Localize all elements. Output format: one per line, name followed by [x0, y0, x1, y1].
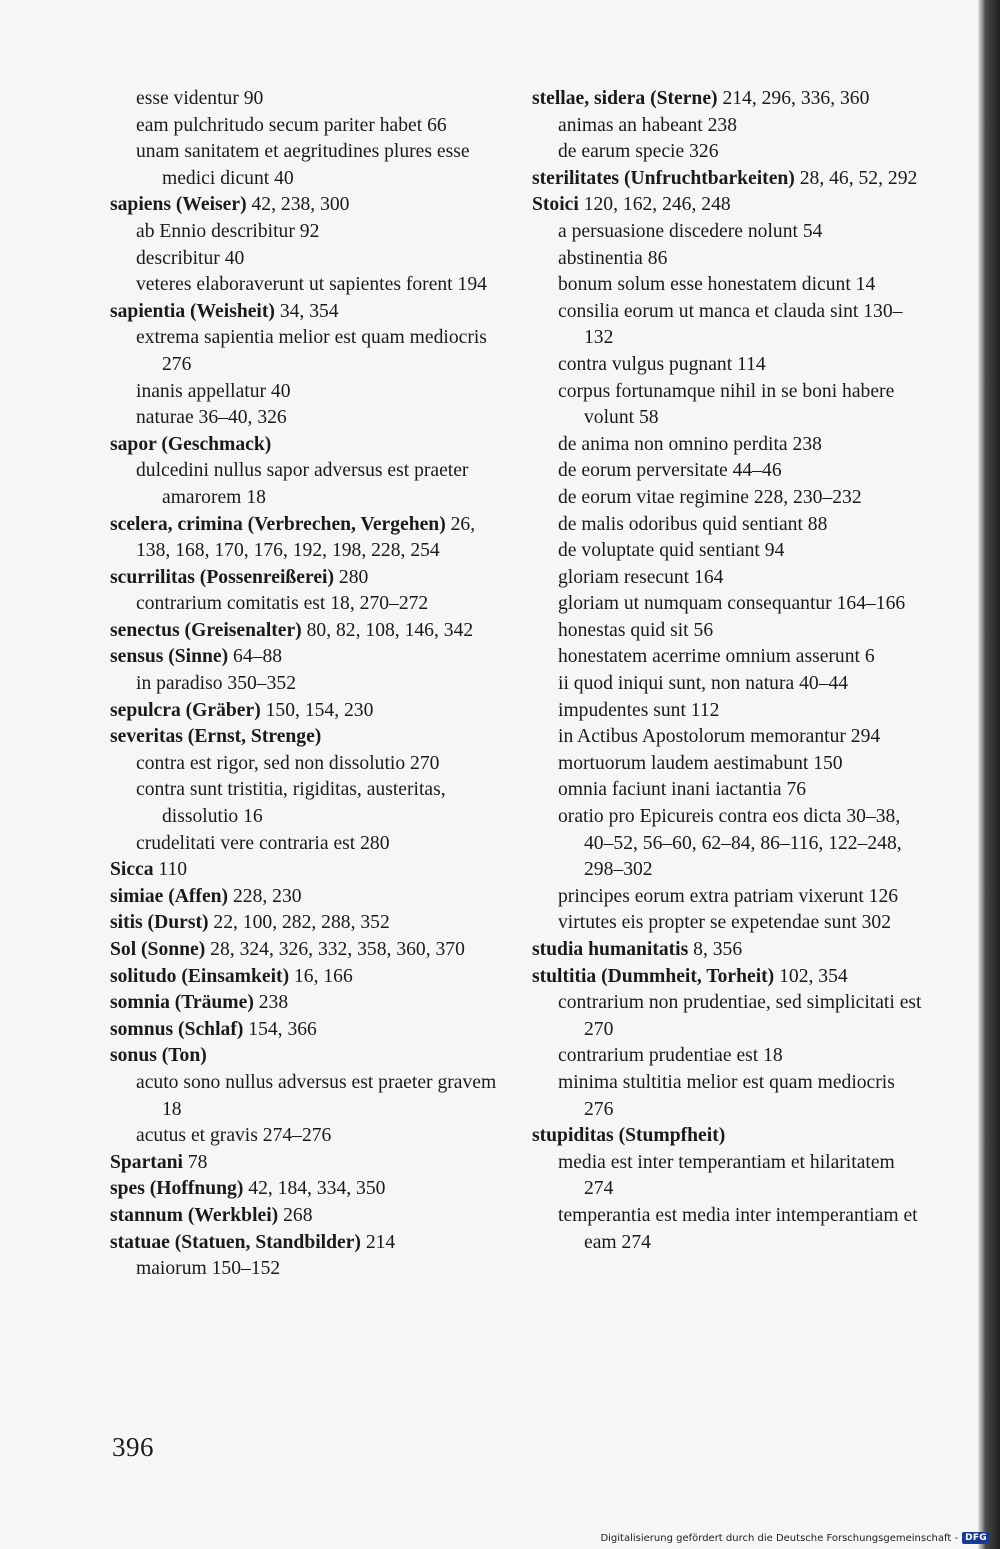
- index-subentry: [532, 804, 922, 884]
- index-text: 228, 230: [228, 885, 302, 907]
- index-text: in paradiso 350–352: [136, 673, 296, 695]
- index-subentry: [532, 1150, 922, 1203]
- index-subentry: [532, 538, 922, 565]
- index-text: eam pulchritudo secum pariter habet 66: [136, 114, 447, 136]
- index-subentry: [532, 139, 922, 166]
- dfg-logo: DFG: [962, 1532, 990, 1544]
- index-subentry: [532, 272, 922, 299]
- index-entry: [110, 644, 502, 671]
- index-entry: [110, 910, 502, 937]
- index-subentry: [532, 512, 922, 539]
- index-entry: [110, 937, 502, 964]
- index-headword: studia humanitatis: [532, 939, 689, 960]
- index-headword: Sol (Sonne): [110, 939, 206, 960]
- index-column-left: [110, 86, 502, 1283]
- index-subentry: [532, 618, 922, 645]
- index-entry: [110, 1043, 502, 1070]
- index-entry: [532, 937, 922, 964]
- index-subentry: [110, 777, 502, 830]
- index-entry: [532, 964, 922, 991]
- index-text: corpus fortunamque nihil in se boni habere volunt 58: [558, 380, 895, 429]
- index-entry: [110, 990, 502, 1017]
- index-entry: [110, 857, 502, 884]
- index-headword: solitudo (Einsamkeit): [110, 965, 290, 987]
- index-text: consilia eorum ut manca et clauda sint 130–132: [558, 300, 903, 349]
- index-text: media est inter temperantiam et hilaritatem 274: [558, 1151, 895, 1200]
- index-text: impudentes sunt 112: [558, 699, 720, 721]
- index-text: animas an habeant 238: [558, 114, 738, 136]
- index-text: contrarium comitatis est 18, 270–272: [136, 593, 429, 615]
- index-text: 110: [153, 859, 188, 881]
- index-text: mortuorum laudem aestimabunt 150: [558, 752, 843, 774]
- index-text: 214, 296, 336, 360: [717, 88, 870, 109]
- index-headword: statuae (Statuen, Standbilder): [110, 1231, 361, 1253]
- index-subentry: [110, 458, 502, 511]
- index-subentry: [532, 671, 922, 698]
- index-text: a persuasione discedere nolunt 54: [558, 220, 823, 242]
- index-headword: sonus (Ton): [110, 1045, 207, 1067]
- index-text: 34, 354: [274, 300, 339, 322]
- index-entry: [110, 512, 502, 565]
- index-text: 28, 324, 326, 332, 358, 360, 370: [205, 939, 465, 960]
- book-spine-edge: [978, 0, 1000, 1549]
- index-headword: stellae, sidera (Sterne): [532, 88, 718, 109]
- index-headword: stupiditas (Stumpfheit): [532, 1125, 726, 1147]
- index-text: 22, 100, 282, 288, 352: [208, 912, 390, 934]
- page-number: 396: [112, 1432, 154, 1462]
- index-text: minima stultitia melior est quam mediocris 276: [558, 1071, 895, 1120]
- index-subentry: [110, 591, 502, 618]
- index-entry: [110, 1150, 502, 1177]
- index-subentry: [110, 671, 502, 698]
- index-text: contrarium prudentiae est 18: [558, 1045, 783, 1067]
- index-text: 28, 46, 52, 292: [794, 167, 918, 189]
- index-text: contrarium non prudentiae, sed simplicitati est 270: [558, 992, 922, 1040]
- index-headword: sitis (Durst): [110, 912, 209, 934]
- index-entry: [110, 299, 502, 326]
- index-headword: Spartani: [110, 1151, 183, 1173]
- index-subentry: [110, 272, 502, 299]
- index-subentry: [110, 1070, 502, 1123]
- index-text: esse videntur 90: [136, 88, 264, 109]
- index-entry: [110, 884, 502, 911]
- index-text: de malis odoribus quid sentiant 88: [558, 513, 828, 535]
- index-headword: somnia (Träume): [110, 992, 254, 1014]
- index-entry: [110, 698, 502, 725]
- index-subentry: [110, 1256, 502, 1283]
- index-entry: [110, 1176, 502, 1203]
- index-text: inanis appellatur 40: [136, 380, 291, 402]
- index-text: describitur 40: [136, 247, 245, 269]
- index-headword: sapiens (Weiser): [110, 194, 247, 216]
- index-subentry: [532, 485, 922, 512]
- index-subentry: [532, 299, 922, 352]
- index-text: extrema sapientia melior est quam mediocris 276: [136, 327, 487, 375]
- index-text: contra vulgus pugnant 114: [558, 353, 766, 375]
- index-text: 154, 366: [243, 1018, 317, 1040]
- index-subentry: [110, 86, 502, 113]
- index-subentry: [110, 1123, 502, 1150]
- index-text: 214: [360, 1231, 396, 1253]
- index-subentry: [532, 724, 922, 751]
- index-text: contra est rigor, sed non dissolutio 270: [136, 752, 440, 774]
- index-subentry: [110, 751, 502, 778]
- index-text: 238: [253, 992, 289, 1014]
- index-entry: [110, 1017, 502, 1044]
- index-text: 102, 354: [774, 965, 848, 987]
- index-entry: [532, 86, 922, 113]
- index-entry: [532, 166, 922, 193]
- index-subentry: [110, 139, 502, 192]
- index-column-right: [532, 86, 922, 1256]
- index-subentry: [532, 751, 922, 778]
- index-text: 268: [278, 1204, 313, 1226]
- index-text: ab Ennio describitur 92: [136, 220, 320, 242]
- index-text: crudelitati vere contraria est 280: [136, 832, 390, 854]
- index-headword: somnus (Schlaf): [110, 1018, 244, 1040]
- index-text: oratio pro Epicureis contra eos dicta 30–38, 40–52, 56–60, 62–84, 86–116, 122–248, 298–302: [558, 806, 902, 881]
- index-text: virtutes eis propter se expetendae sunt 302: [558, 912, 891, 934]
- index-subentry: [110, 379, 502, 406]
- index-subentry: [532, 644, 922, 671]
- index-text: omnia faciunt inani iactantia 76: [558, 779, 807, 801]
- index-headword: stultitia (Dummheit, Torheit): [532, 965, 775, 987]
- footer: [600, 1532, 990, 1544]
- index-entry: [110, 1203, 502, 1230]
- index-text: honestatem acerrime omnium asserunt 6: [558, 646, 875, 668]
- index-headword: Stoici: [532, 194, 579, 216]
- index-text: 150, 154, 230: [260, 699, 374, 721]
- index-headword: scelera, crimina (Verbrechen, Vergehen): [110, 513, 446, 535]
- index-text: de eorum vitae regimine 228, 230–232: [558, 486, 862, 508]
- index-subentry: [110, 246, 502, 273]
- index-text: 78: [182, 1151, 208, 1173]
- index-subentry: [532, 1203, 922, 1256]
- index-text: 16, 166: [289, 965, 353, 987]
- index-text: 26, 138, 168, 170, 176, 192, 198, 228, 254: [136, 513, 476, 562]
- index-text: principes eorum extra patriam vixerunt 126: [558, 885, 899, 907]
- index-text: 80, 82, 108, 146, 342: [301, 619, 474, 641]
- index-subentry: [110, 831, 502, 858]
- index-subentry: [110, 219, 502, 246]
- index-text: de earum specie 326: [558, 141, 719, 163]
- index-entry: [110, 565, 502, 592]
- index-headword: stannum (Werkblei): [110, 1204, 279, 1226]
- index-headword: Sicca: [110, 859, 154, 881]
- index-entry: [110, 432, 502, 459]
- index-subentry: [532, 884, 922, 911]
- index-headword: scurrilitas (Possenreißerei): [110, 566, 335, 588]
- index-headword: spes (Hoffnung): [110, 1178, 244, 1200]
- index-text: honestas quid sit 56: [558, 619, 714, 641]
- index-text: gloriam resecunt 164: [558, 566, 724, 588]
- index-subentry: [532, 910, 922, 937]
- index-text: dulcedini nullus sapor adversus est praeter amarorem 18: [136, 460, 469, 508]
- index-text: naturae 36–40, 326: [136, 407, 287, 429]
- index-text: 42, 184, 334, 350: [243, 1178, 386, 1200]
- index-subentry: [532, 591, 922, 618]
- index-entry: [110, 1230, 502, 1257]
- index-subentry: [532, 246, 922, 273]
- index-subentry: [532, 113, 922, 140]
- index-subentry: [532, 777, 922, 804]
- index-entry: [532, 1123, 922, 1150]
- index-text: unam sanitatem et aegritudines plures esse medici dicunt 40: [136, 141, 470, 189]
- index-subentry: [532, 458, 922, 485]
- index-subentry: [532, 565, 922, 592]
- index-subentry: [110, 325, 502, 378]
- index-text: maiorum 150–152: [136, 1258, 281, 1280]
- index-text: acutus et gravis 274–276: [136, 1125, 332, 1147]
- index-text: 120, 162, 246, 248: [578, 194, 731, 216]
- footer-credit: Digitalisierung gefördert durch die Deutsche Forschungsgemeinschaft -: [600, 1532, 959, 1544]
- index-headword: sapientia (Weisheit): [110, 300, 275, 322]
- index-text: veteres elaboraverunt ut sapientes forent 194: [136, 274, 487, 296]
- index-entry: [110, 618, 502, 645]
- index-headword: sterilitates (Unfruchtbarkeiten): [532, 167, 795, 189]
- index-text: contra sunt tristitia, rigiditas, austeritas, dissolutio 16: [136, 779, 446, 828]
- index-headword: sapor (Geschmack): [110, 433, 272, 455]
- index-text: de anima non omnino perdita 238: [558, 433, 822, 455]
- index-text: 42, 238, 300: [246, 194, 350, 216]
- index-headword: severitas (Ernst, Strenge): [110, 726, 322, 748]
- index-text: de voluptate quid sentiant 94: [558, 540, 785, 562]
- index-text: bonum solum esse honestatem dicunt 14: [558, 274, 876, 296]
- index-subentry: [532, 990, 922, 1043]
- index-subentry: [110, 405, 502, 432]
- index-text: ii quod iniqui sunt, non natura 40–44: [558, 673, 849, 695]
- index-headword: simiae (Affen): [110, 885, 229, 907]
- index-subentry: [532, 698, 922, 725]
- index-text: in Actibus Apostolorum memorantur 294: [558, 726, 881, 748]
- index-subentry: [532, 432, 922, 459]
- index-entry: [110, 964, 502, 991]
- index-text: 280: [334, 566, 369, 588]
- index-text: 8, 356: [688, 939, 743, 960]
- index-text: temperantia est media inter intemperantiam et eam 274: [558, 1204, 918, 1253]
- index-subentry: [532, 1043, 922, 1070]
- index-text: de eorum perversitate 44–46: [558, 460, 782, 482]
- index-subentry: [532, 379, 922, 432]
- index-subentry: [532, 352, 922, 379]
- index-headword: sensus (Sinne): [110, 646, 229, 668]
- index-text: acuto sono nullus adversus est praeter gravem 18: [136, 1071, 497, 1120]
- index-entry: [532, 192, 922, 219]
- index-text: abstinentia 86: [558, 247, 668, 269]
- index-entry: [110, 724, 502, 751]
- index-headword: sepulcra (Gräber): [110, 699, 261, 721]
- index-text: 64–88: [228, 646, 283, 668]
- index-entry: [110, 192, 502, 219]
- index-subentry: [532, 1070, 922, 1123]
- index-subentry: [110, 113, 502, 140]
- index-text: gloriam ut numquam consequantur 164–166: [558, 593, 906, 615]
- index-headword: senectus (Greisenalter): [110, 619, 302, 641]
- index-subentry: [532, 219, 922, 246]
